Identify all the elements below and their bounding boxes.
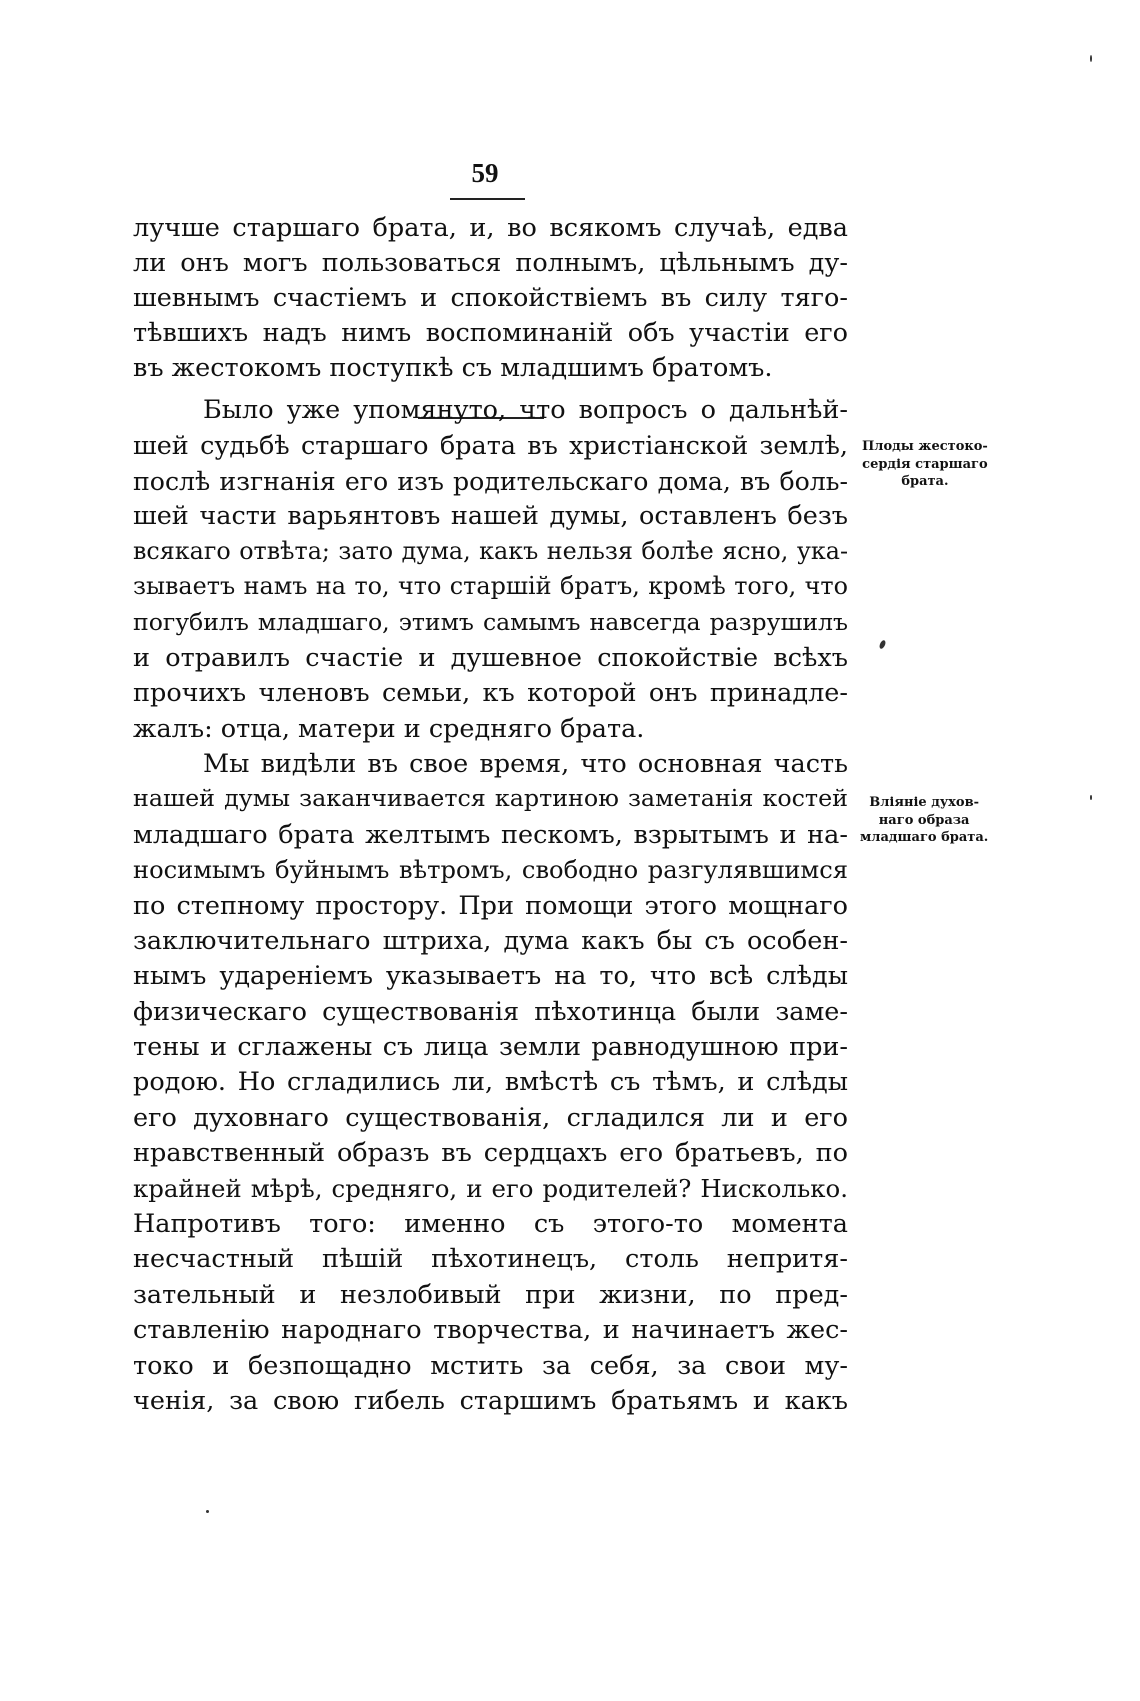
text-line: его духовнаго существованія, сгладился ли и его: [133, 1103, 848, 1133]
text-line: зываетъ намъ на то, что старшій братъ, кромѣ того, что: [133, 572, 848, 600]
text-line: Напротивъ того: именно съ этого-то момента: [133, 1209, 848, 1239]
text-line: зательный и незлобивый при жизни, по пред-: [133, 1280, 848, 1310]
text-line: крайней мѣрѣ, средняго, и его родителей? Нисколько.: [133, 1174, 848, 1203]
ink-speck: [1090, 795, 1092, 800]
margin-note-2: [860, 794, 988, 847]
text-line: нравственный образъ въ сердцахъ его братьевъ, по: [133, 1138, 848, 1168]
text-line: тены и сглажены съ лица земли равнодушною при-: [133, 1032, 848, 1062]
text-line: родою. Но сгладились ли, вмѣстѣ съ тѣмъ, и слѣды: [133, 1067, 848, 1097]
text-line: Было уже упомянуто, что вопросъ о дальнѣй-: [203, 395, 848, 425]
text-line: ченія, за свою гибель старшимъ братьямъ и какъ: [133, 1386, 848, 1416]
text-line: нымъ удареніемъ указываетъ на то, что всѣ слѣды: [133, 961, 848, 991]
text-line: жалъ: отца, матери и средняго брата.: [133, 714, 645, 744]
text-line: послѣ изгнанія его изъ родительскаго дома, въ боль-: [133, 467, 848, 496]
ink-speck: [878, 639, 886, 649]
text-line: младшаго брата желтымъ пескомъ, взрытымъ и на-: [133, 820, 848, 850]
text-line: лучше старшаго брата, и, во всякомъ случаѣ, едва: [133, 213, 848, 243]
text-line: заключительнаго штриха, дума какъ бы съ особен-: [133, 926, 848, 956]
text-line: физическаго существованія пѣхотинца были заме-: [133, 997, 848, 1027]
text-line: шевнымъ счастіемъ и спокойствіемъ въ силу тяго-: [133, 283, 848, 313]
margin-note-line: Вліяніе духов-: [869, 795, 980, 810]
text-line: токо и безпощадно мстить за себя, за свои му-: [133, 1351, 848, 1381]
margin-note-line: младшаго брата.: [860, 830, 989, 846]
text-line: носимымъ буйнымъ вѣтромъ, свободно разгулявшимся: [133, 856, 848, 884]
text-line: прочихъ членовъ семьи, къ которой онъ принадле-: [133, 678, 848, 708]
text-line: всякаго отвѣта; зато дума, какъ нельзя болѣе ясно, ука-: [133, 537, 848, 565]
margin-note-line: сердія старшаго: [862, 456, 988, 472]
ink-speck: [1090, 55, 1092, 62]
margin-note-1: [862, 438, 988, 491]
text-line: тѣвшихъ надъ нимъ воспоминаній объ участіи его: [133, 318, 848, 348]
page-number-rule: [450, 198, 525, 200]
page-number: 59: [471, 158, 499, 188]
ink-speck: [206, 1510, 209, 1513]
text-line: нашей думы заканчивается картиною заметанія костей: [133, 784, 848, 812]
text-line: и отравилъ счастіе и душевное спокойствіе всѣхъ: [133, 643, 848, 673]
margin-note-line: наго образа: [878, 812, 970, 828]
text-line: по степному простору. При помощи этого мощнаго: [133, 891, 848, 921]
text-line: погубилъ младшаго, этимъ самымъ навсегда разрушилъ: [133, 608, 848, 636]
text-line: шей части варьянтовъ нашей думы, оставленъ безъ: [133, 501, 848, 531]
text-line: ли онъ могъ пользоваться полнымъ, цѣльнымъ ду-: [133, 248, 848, 278]
margin-note-line: Плоды жестоко-: [862, 439, 988, 454]
margin-note-line: брата.: [901, 474, 949, 490]
text-line: несчастный пѣшій пѣхотинецъ, столь непритя-: [133, 1244, 848, 1274]
text-line: ставленію народнаго творчества, и начинаетъ жес-: [133, 1315, 848, 1345]
text-line: шей судьбѣ старшаго брата въ христіанской землѣ,: [133, 431, 848, 461]
text-line: въ жестокомъ поступкѣ съ младшимъ братомъ.: [133, 353, 773, 383]
text-line: Мы видѣли въ свое время, что основная часть: [203, 749, 848, 779]
